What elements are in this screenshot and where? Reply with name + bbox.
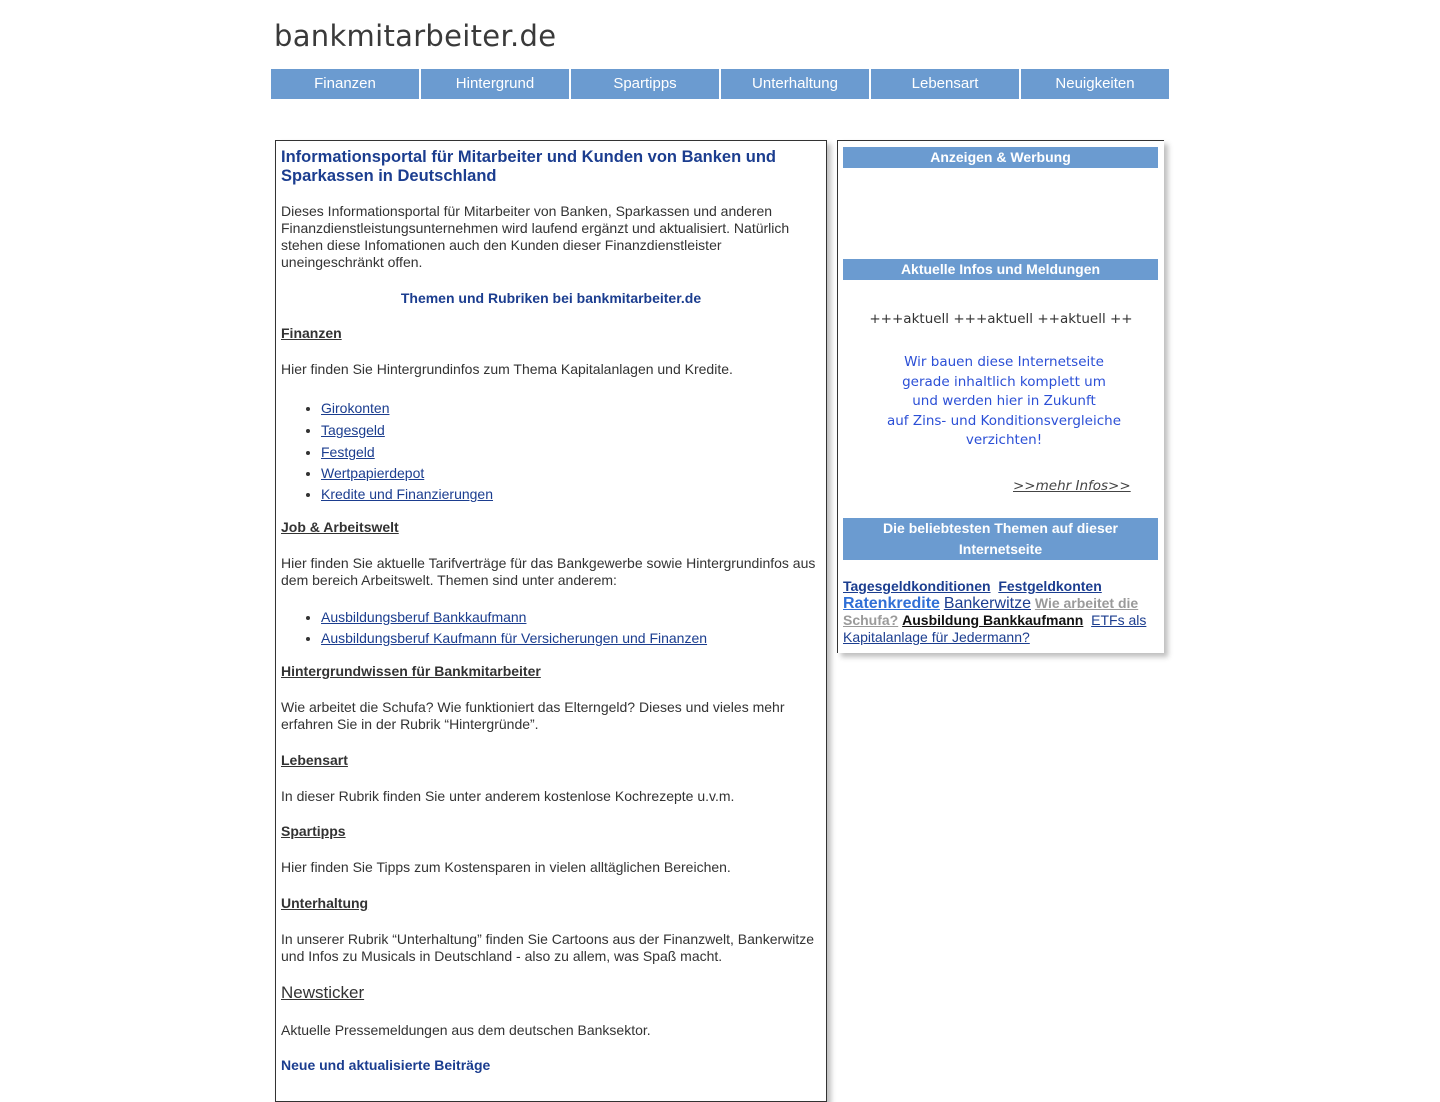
tag-bankerwitze[interactable]: Bankerwitze (943, 595, 1031, 612)
tag-schufa[interactable]: Wie arbeitet die Schufa? (843, 595, 1139, 628)
promo-line: auf Zins- und Konditionsvergleiche (886, 412, 1122, 429)
nav-item-hintergrund[interactable]: Hintergrund (421, 69, 569, 99)
nav-item-lebensart[interactable]: Lebensart (871, 69, 1019, 99)
section-text-lebensart: In dieser Rubrik finden Sie unter anderem kostenlose Kochrezepte u.v.m. (281, 788, 735, 804)
link-kredite-finanzierungen[interactable]: Kredite und Finanzierungen (321, 486, 494, 502)
tag-festgeldkonten[interactable]: Festgeldkonten (998, 578, 1102, 594)
more-info-link[interactable]: >>mehr Infos>> (1013, 478, 1131, 494)
promo-line: gerade inhaltlich komplett um (902, 373, 1106, 390)
list-item (321, 400, 493, 422)
link-girokonten[interactable]: Girokonten (321, 400, 390, 416)
link-ausbildung-versicherungen[interactable]: Ausbildungsberuf Kaufmann für Versicherungen und Finanzen (321, 630, 708, 646)
tag-tagesgeldkonditionen[interactable]: Tagesgeldkonditionen (843, 578, 991, 594)
promo-line: verzichten! (965, 432, 1043, 448)
tag-ratenkredite[interactable]: Ratenkredite (843, 595, 940, 612)
section-text-finanzen: Hier finden Sie Hintergrundinfos zum Thema Kapitalanlagen und Kredite. (281, 361, 733, 377)
list-item (321, 444, 493, 465)
job-link-list (281, 609, 707, 651)
nav-item-spartipps[interactable]: Spartipps (571, 69, 719, 99)
link-wertpapierdepot[interactable]: Wertpapierdepot (321, 465, 425, 481)
news-header: Aktuelle Infos und Meldungen (843, 259, 1158, 280)
site-logo[interactable]: bankmitarbeiter.de (274, 19, 557, 53)
section-title-spartipps[interactable]: Spartipps (281, 823, 346, 839)
popular-header: Die beliebtesten Themen auf dieser Internetseite (843, 518, 1158, 560)
section-text-unterhaltung: In unserer Rubrik “Unterhaltung” finden Sie Cartoons aus der Finanzwelt, Bankerwitze und Infos zu Musicals in Deutschland - also zu allem, was Spaß macht. (281, 931, 815, 964)
list-item (321, 486, 493, 507)
section-title-newsticker[interactable]: Newsticker (281, 983, 365, 1002)
nav-item-neuigkeiten[interactable]: Neuigkeiten (1021, 69, 1169, 99)
news-ticker: +++aktuell +++aktuell ++aktuell ++ (869, 311, 1133, 327)
intro-text: Dieses Informationsportal für Mitarbeiter von Banken, Sparkassen und anderen Finanzdienstleistungsunternehmen wird laufend ergänzt und aktualisiert. Natürlich stehen diese Infomationen auch den Kunden dieser Finanzdienstleister uneingeschränkt offen. (281, 203, 790, 270)
promo-notice (838, 353, 1170, 451)
section-title-hintergrund[interactable]: Hintergrundwissen für Bankmitarbeiter (281, 663, 541, 679)
section-text-spartipps: Hier finden Sie Tipps zum Kostensparen in vielen alltäglichen Bereichen. (281, 859, 731, 875)
section-title-finanzen[interactable]: Finanzen (281, 325, 342, 341)
section-title-job[interactable]: Job & Arbeitswelt (281, 519, 399, 535)
main-content-box (275, 140, 827, 1102)
updates-heading[interactable]: Neue und aktualisierte Beiträge (281, 1057, 491, 1073)
section-text-job: Hier finden Sie aktuelle Tarifverträge für das Bankgewerbe sowie Hintergrundinfos aus dem bereich Arbeitswelt. Themen sind unter anderem: (281, 555, 816, 588)
link-ausbildung-bankkaufmann[interactable]: Ausbildungsberuf Bankkaufmann (321, 609, 527, 625)
list-item (321, 609, 707, 630)
page-title: Informationsportal für Mitarbeiter und Kunden von Banken und Sparkassen in Deutschland (281, 148, 777, 185)
tag-ausbildung-bankkaufmann[interactable]: Ausbildung Bankkaufmann (902, 612, 1084, 628)
nav-item-unterhaltung[interactable]: Unterhaltung (721, 69, 869, 99)
list-item (321, 422, 493, 444)
section-text-newsticker: Aktuelle Pressemeldungen aus dem deutschen Banksektor. (281, 1022, 651, 1038)
topics-heading: Themen und Rubriken bei bankmitarbeiter.de (400, 290, 702, 306)
link-festgeld[interactable]: Festgeld (321, 444, 375, 460)
section-title-unterhaltung[interactable]: Unterhaltung (281, 895, 369, 911)
nav-item-finanzen[interactable]: Finanzen (271, 69, 419, 99)
promo-line: und werden hier in Zukunft (912, 393, 1096, 409)
list-item (321, 465, 493, 486)
section-title-lebensart[interactable]: Lebensart (281, 752, 348, 768)
tag-etfs[interactable]: ETFs als Kapitalanlage für Jedermann? (843, 612, 1147, 645)
list-item (321, 630, 707, 651)
main-navigation (271, 69, 1169, 99)
ads-header: Anzeigen & Werbung (843, 147, 1158, 168)
promo-line: Wir bauen diese Internetseite (904, 354, 1104, 370)
popular-tag-cloud (843, 578, 1161, 646)
section-text-hintergrund: Wie arbeitet die Schufa? Wie funktioniert das Elterngeld? Dieses und vieles mehr erfahren Sie in der Rubrik “Hintergründe”. (281, 699, 785, 732)
finanzen-link-list (281, 400, 493, 507)
sidebar (837, 140, 1164, 653)
link-tagesgeld[interactable]: Tagesgeld (321, 422, 385, 438)
